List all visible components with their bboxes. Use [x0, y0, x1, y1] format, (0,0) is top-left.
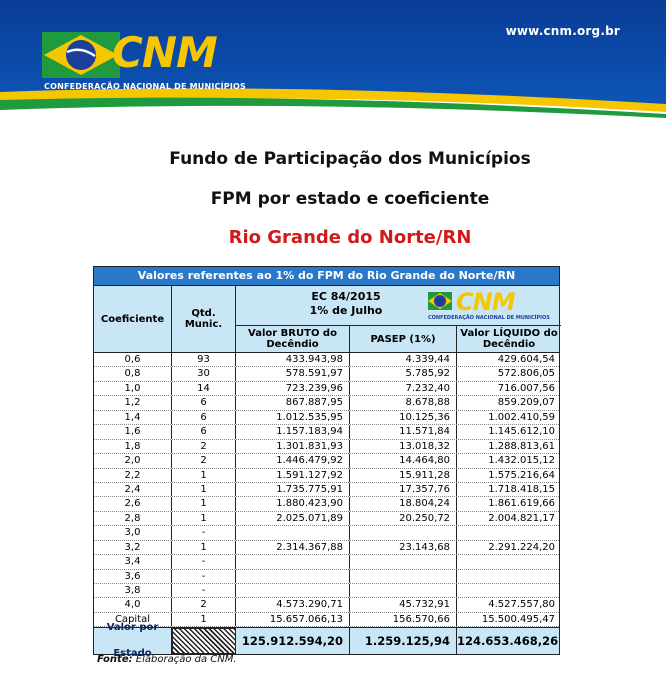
state-title: Rio Grande do Norte/RN — [228, 227, 472, 248]
row-qtd-munic: 2 — [172, 454, 236, 467]
header-valor-liquido: Valor LÍQUIDO do Decêndio — [460, 328, 558, 350]
row-pasep: 5.785,92 — [350, 367, 457, 380]
row-valor-bruto: 1.735.775,91 — [236, 483, 350, 496]
row-pasep: 156.570,66 — [350, 613, 457, 626]
row-valor-liquido — [457, 555, 561, 568]
row-valor-liquido — [457, 570, 561, 583]
row-qtd-munic: - — [172, 555, 236, 568]
row-valor-bruto — [236, 584, 350, 597]
table-row — [94, 512, 559, 526]
row-qtd-munic: 6 — [172, 411, 236, 424]
row-valor-bruto: 4.573.290,71 — [236, 598, 350, 611]
row-valor-liquido: 1.002.410,59 — [488, 411, 555, 423]
row-valor-bruto: 867.887,95 — [236, 396, 350, 409]
total-liquido: 124.653.468,26 — [457, 634, 559, 649]
source-label: Fonte: — [97, 654, 133, 665]
page-subtitle: FPM por estado e coeficiente — [210, 189, 490, 209]
row-valor-liquido: 1.288.813,61 — [488, 440, 555, 452]
row-coeficiente: 2,0 — [94, 454, 172, 467]
header-qtd-munic: Qtd. Munic. — [172, 286, 236, 352]
row-coeficiente: 1,8 — [94, 440, 172, 453]
ec-header — [236, 286, 561, 326]
table-row — [94, 382, 559, 396]
row-coeficiente: 2,2 — [94, 469, 172, 482]
row-valor-bruto: 433.943,98 — [236, 353, 350, 366]
row-valor-bruto: 2.314.367,88 — [236, 541, 350, 554]
row-coeficiente: 3,0 — [94, 526, 172, 539]
row-pasep — [350, 584, 457, 597]
table-row — [94, 570, 559, 584]
row-pasep: 15.911,28 — [350, 469, 457, 482]
site-url[interactable]: www.cnm.org.br — [505, 24, 620, 38]
row-pasep: 7.232,40 — [350, 382, 457, 395]
table-row — [94, 469, 559, 483]
table-row — [94, 411, 559, 425]
hatched-cell — [172, 628, 236, 654]
row-valor-bruto: 1.157.183,94 — [236, 425, 350, 438]
row-valor-bruto: 1.880.423,90 — [236, 497, 350, 510]
header-banner — [0, 0, 666, 128]
row-qtd-munic: 2 — [172, 598, 236, 611]
row-valor-bruto: 1.012.535,95 — [236, 411, 350, 424]
table-row — [94, 555, 559, 569]
total-label: Valor por Estado — [94, 628, 172, 654]
page-title: Fundo de Participação dos Municípios — [169, 149, 531, 169]
row-qtd-munic: - — [172, 526, 236, 539]
table-row — [94, 367, 559, 381]
table-caption: Valores referentes ao 1% do FPM do Rio Grande do Norte/RN — [94, 267, 559, 286]
row-qtd-munic: 1 — [172, 541, 236, 554]
row-valor-liquido: 1.575.216,64 — [488, 469, 555, 481]
row-valor-liquido: 859.209,07 — [497, 397, 555, 409]
table-body — [94, 353, 559, 627]
row-valor-bruto — [236, 570, 350, 583]
row-pasep: 45.732,91 — [350, 598, 457, 611]
logo-wordmark: CNM — [112, 28, 217, 77]
table-row — [94, 541, 559, 555]
row-pasep: 17.357,76 — [350, 483, 457, 496]
header-coeficiente: Coeficiente — [94, 286, 172, 352]
row-valor-liquido: 15.500.495,47 — [481, 613, 555, 625]
row-pasep: 14.464,80 — [350, 454, 457, 467]
row-valor-bruto: 15.657.066,13 — [236, 613, 350, 626]
row-coeficiente: 0,8 — [94, 367, 172, 380]
row-qtd-munic: - — [172, 570, 236, 583]
row-pasep: 23.143,68 — [350, 541, 457, 554]
source-note — [97, 654, 237, 665]
ec-logo-wordmark: CNM — [456, 288, 515, 316]
row-qtd-munic: 1 — [172, 497, 236, 510]
row-valor-liquido: 572.806,05 — [497, 368, 555, 380]
row-qtd-munic: 1 — [172, 613, 236, 626]
row-valor-bruto: 578.591,97 — [236, 367, 350, 380]
row-coeficiente: 1,4 — [94, 411, 172, 424]
row-valor-liquido: 1.145.612,10 — [488, 426, 555, 438]
row-qtd-munic: 1 — [172, 483, 236, 496]
row-coeficiente: 3,6 — [94, 570, 172, 583]
row-valor-liquido: 1.432.015,12 — [488, 455, 555, 467]
table-row — [94, 425, 559, 439]
row-valor-liquido: 2.004.821,17 — [488, 512, 555, 524]
row-valor-liquido: 4.527.557,80 — [488, 599, 555, 611]
row-valor-bruto — [236, 555, 350, 568]
table-row — [94, 440, 559, 454]
table-row — [94, 598, 559, 612]
row-qtd-munic: 1 — [172, 512, 236, 525]
row-valor-liquido — [457, 526, 561, 539]
row-valor-liquido: 1.718.418,15 — [488, 483, 555, 495]
ec-logo-subtitle: CONFEDERAÇÃO NACIONAL DE MUNICÍPIOS — [428, 315, 550, 321]
row-coeficiente: 1,6 — [94, 425, 172, 438]
row-pasep: 4.339,44 — [350, 353, 457, 366]
row-valor-bruto: 1.301.831,93 — [236, 440, 350, 453]
row-valor-bruto: 2.025.071,89 — [236, 512, 350, 525]
row-valor-bruto: 1.591.127,92 — [236, 469, 350, 482]
row-coeficiente: 1,2 — [94, 396, 172, 409]
row-pasep — [350, 570, 457, 583]
table-row — [94, 396, 559, 410]
row-qtd-munic: 2 — [172, 440, 236, 453]
row-coeficiente: 3,2 — [94, 541, 172, 554]
row-qtd-munic: 6 — [172, 425, 236, 438]
table-row — [94, 454, 559, 468]
row-valor-liquido — [457, 584, 561, 597]
row-pasep: 20.250,72 — [350, 512, 457, 525]
table-header — [94, 286, 559, 353]
row-qtd-munic: - — [172, 584, 236, 597]
row-pasep: 8.678,88 — [350, 396, 457, 409]
row-pasep: 13.018,32 — [350, 440, 457, 453]
row-valor-liquido: 716.007,56 — [497, 382, 555, 394]
header-valor-bruto: Valor BRUTO do Decêndio — [236, 326, 350, 352]
table-row — [94, 483, 559, 497]
row-coeficiente: 3,8 — [94, 584, 172, 597]
ec-label: EC 84/2015 — [311, 290, 381, 303]
row-coeficiente: 1,0 — [94, 382, 172, 395]
row-coeficiente: 2,4 — [94, 483, 172, 496]
ec-cnm-logo — [426, 288, 556, 324]
total-bruto: 125.912.594,20 — [236, 628, 350, 654]
row-qtd-munic: 30 — [172, 367, 236, 380]
header-pasep: PASEP (1%) — [350, 326, 457, 352]
row-qtd-munic: 6 — [172, 396, 236, 409]
logo-subtitle: CONFEDERAÇÃO NACIONAL DE MUNICÍPIOS — [44, 82, 246, 91]
row-coeficiente: 2,8 — [94, 512, 172, 525]
table-row — [94, 497, 559, 511]
table-row — [94, 584, 559, 598]
row-coeficiente: 4,0 — [94, 598, 172, 611]
row-valor-bruto: 1.446.479,92 — [236, 454, 350, 467]
row-coeficiente: Capital — [94, 613, 172, 626]
table-row — [94, 353, 559, 367]
table-row — [94, 526, 559, 540]
source-text: Elaboração da CNM. — [135, 654, 237, 665]
row-pasep — [350, 526, 457, 539]
row-pasep: 18.804,24 — [350, 497, 457, 510]
row-qtd-munic: 1 — [172, 469, 236, 482]
row-coeficiente: 2,6 — [94, 497, 172, 510]
row-qtd-munic: 14 — [172, 382, 236, 395]
row-pasep — [350, 555, 457, 568]
row-valor-bruto: 723.239,96 — [236, 382, 350, 395]
row-valor-bruto — [236, 526, 350, 539]
row-coeficiente: 3,4 — [94, 555, 172, 568]
total-pasep: 1.259.125,94 — [350, 628, 457, 654]
row-qtd-munic: 93 — [172, 353, 236, 366]
row-coeficiente: 0,6 — [94, 353, 172, 366]
row-pasep: 11.571,84 — [350, 425, 457, 438]
row-valor-liquido: 1.861.619,66 — [488, 498, 555, 510]
row-valor-liquido: 2.291.224,20 — [488, 541, 555, 553]
row-pasep: 10.125,36 — [350, 411, 457, 424]
row-valor-liquido: 429.604,54 — [497, 354, 555, 365]
ec-period: 1% de Julho — [309, 304, 383, 317]
